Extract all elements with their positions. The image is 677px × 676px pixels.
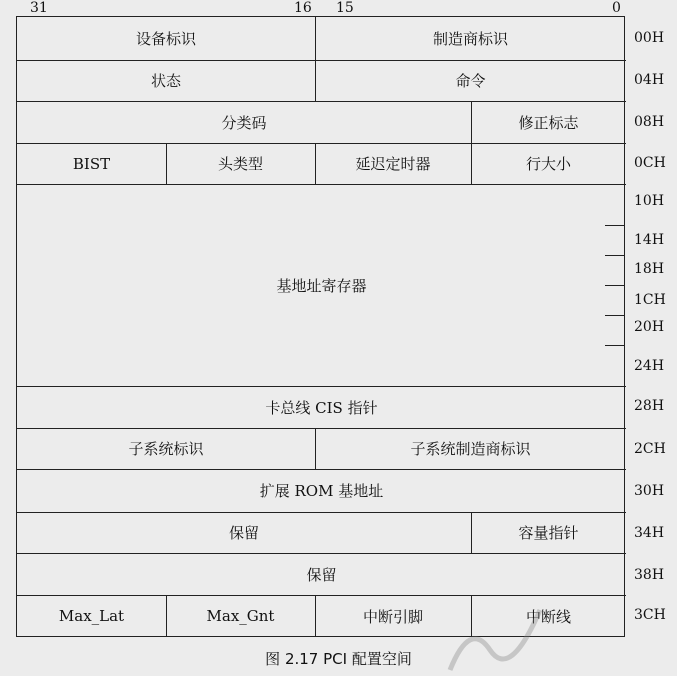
bit-label-31: 31 bbox=[30, 0, 48, 16]
command-field: 命令 bbox=[455, 72, 486, 90]
offset-label: 0CH bbox=[634, 155, 666, 171]
bit-label-16: 16 bbox=[294, 0, 312, 16]
watermark-mark bbox=[430, 600, 550, 676]
bit-label-0: 0 bbox=[612, 0, 621, 16]
subsystem-id-field: 子系统标识 bbox=[128, 440, 204, 458]
bar-divider-tick bbox=[605, 255, 625, 256]
bar-divider-tick bbox=[605, 285, 625, 286]
capabilities-pointer-field: 容量指针 bbox=[518, 524, 579, 542]
offset-label: 24H bbox=[634, 358, 665, 374]
bist-field: BIST bbox=[72, 154, 111, 173]
offset-label: 1CH bbox=[634, 292, 666, 308]
offset-label: 18H bbox=[634, 261, 665, 277]
subsystem-vendor-id-field: 子系统制造商标识 bbox=[410, 440, 531, 458]
cardbus-cis-pointer-field: 卡总线 CIS 指针 bbox=[265, 398, 378, 417]
class-code-field: 分类码 bbox=[221, 113, 267, 132]
vendor-id-field: 制造商标识 bbox=[432, 30, 508, 48]
reserved-field-2: 保留 bbox=[306, 565, 337, 584]
offset-label: 3CH bbox=[634, 607, 666, 623]
offset-label: 08H bbox=[634, 114, 665, 130]
header-type-field: 头类型 bbox=[217, 155, 263, 173]
interrupt-line-field: 中断线 bbox=[525, 607, 571, 626]
offset-label: 10H bbox=[634, 193, 665, 209]
offset-label: 20H bbox=[634, 319, 665, 335]
interrupt-pin-field: 中断引脚 bbox=[362, 607, 423, 626]
status-field: 状态 bbox=[150, 72, 181, 90]
cache-line-size-field: 行大小 bbox=[525, 155, 571, 173]
offset-label: 38H bbox=[634, 567, 665, 583]
figure-caption: 图 2.17 PCI 配置空间 bbox=[265, 650, 412, 668]
offset-label: 2CH bbox=[634, 441, 666, 457]
offset-label: 00H bbox=[634, 30, 665, 46]
bar-divider-tick bbox=[605, 315, 625, 316]
reserved-field: 保留 bbox=[228, 524, 259, 542]
revision-id-field: 修正标志 bbox=[518, 113, 579, 132]
offset-label: 34H bbox=[634, 525, 665, 541]
expansion-rom-base-field: 扩展 ROM 基地址 bbox=[259, 482, 384, 500]
bit-label-15: 15 bbox=[336, 0, 354, 16]
bar-divider-tick bbox=[605, 225, 625, 226]
max-lat-field: Max_Lat bbox=[58, 607, 125, 625]
device-id-field: 设备标识 bbox=[135, 30, 196, 48]
offset-label: 28H bbox=[634, 398, 665, 414]
offset-label: 14H bbox=[634, 232, 665, 248]
base-address-registers-field: 基地址寄存器 bbox=[276, 276, 367, 295]
pci-config-space-table bbox=[16, 16, 625, 637]
offset-label: 30H bbox=[634, 483, 665, 499]
bar-divider-tick bbox=[605, 345, 625, 346]
latency-timer-field: 延迟定时器 bbox=[355, 155, 431, 173]
offset-label: 04H bbox=[634, 72, 665, 88]
max-gnt-field: Max_Gnt bbox=[206, 607, 275, 625]
